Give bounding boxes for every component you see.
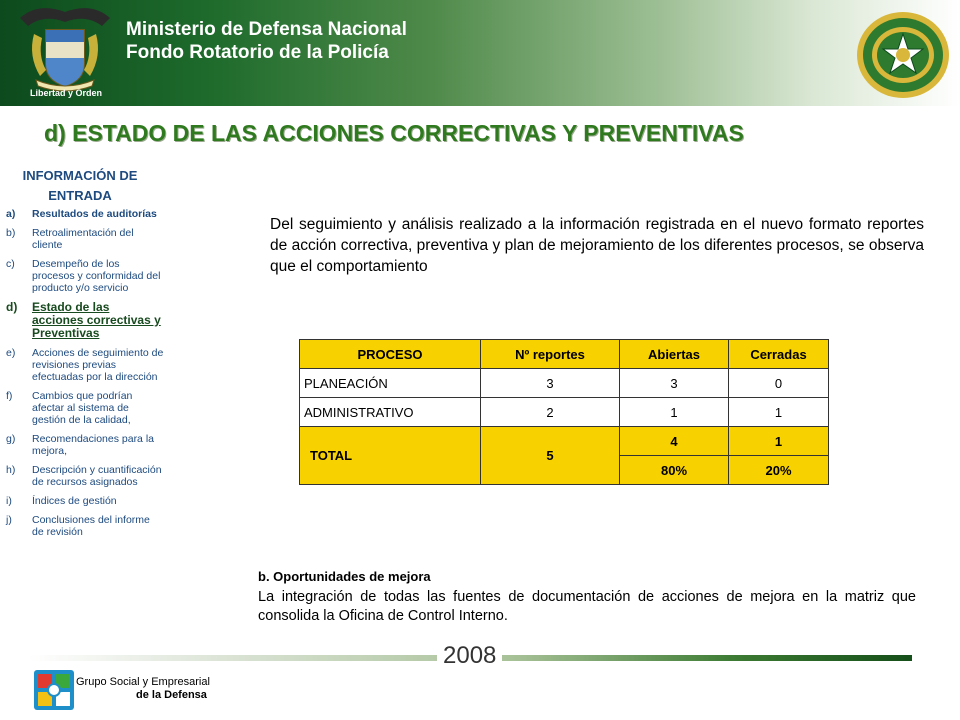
cell-process: PLANEACIÓN [300,369,481,398]
sidebar-item-i[interactable]: i) Índices de gestión [6,495,117,507]
sidebar-item-g[interactable]: g) Recomendaciones para la mejora, [6,433,154,457]
sidebar-item-e[interactable]: e) Acciones de seguimiento de revisiones previas efectuadas por la dirección [6,347,164,383]
col-header-abiertas: Abiertas [620,340,729,369]
sidebar-item-b[interactable]: b) Retroalimentación del cliente [6,227,134,251]
cell-closed: 0 [729,369,829,398]
total-reports: 5 [481,427,620,485]
ministry-name [126,18,407,64]
group-line-2: de la Defensa [136,689,207,701]
sidebar-list [6,208,164,545]
intro-paragraph: Del seguimiento y análisis realizado a la información registrada en el nuevo formato reportes de acción correctiva, preventiva y plan de mejoramiento de los diferentes procesos, se observa que el comportamiento [270,216,924,275]
group-line-1: Grupo Social y Empresarial [76,676,210,688]
cell-reports: 3 [481,369,620,398]
sidebar-item-j[interactable]: j) Conclusiones del informe de revisión [6,514,150,538]
open-percent: 80% [620,456,729,485]
group-logo-icon [34,670,74,710]
col-header-reportes: Nº reportes [481,340,620,369]
table-header-row [300,340,829,369]
cell-process: ADMINISTRATIVO [300,398,481,427]
total-closed: 1 [729,427,829,456]
cell-open: 3 [620,369,729,398]
police-seal-icon [855,10,951,100]
table-row [300,369,829,398]
table-row [300,398,829,427]
closed-percent: 20% [729,456,829,485]
cell-closed: 1 [729,398,829,427]
col-header-proceso: PROCESO [300,340,481,369]
col-header-cerradas: Cerradas [729,340,829,369]
sidebar-item-a[interactable]: a) Resultados de auditorías [6,208,157,220]
cell-open: 1 [620,398,729,427]
table-total-row [300,427,829,456]
motto-caption: Libertad y Orden [29,88,102,98]
total-label: TOTAL [300,427,481,485]
opportunities-text: La integración de todas las fuentes de documentación de acciones de mejora en la matriz que consolida la Oficina de Control Interno. [258,589,916,624]
actions-table [299,339,829,485]
opportunities-heading: b. Oportunidades de mejora [258,569,431,584]
page-title: d) ESTADO DE LAS ACCIONES CORRECTIVAS Y PREVENTIVAS [44,120,744,146]
group-logo-text [76,676,210,702]
sidebar-item-c[interactable]: c) Desempeño de los procesos y conformidad del producto y/o servicio [6,258,161,294]
header-banner [0,0,960,106]
sidebar-heading: INFORMACIÓN DE ENTRADA [22,168,138,203]
footer-year: 2008 [437,642,502,670]
ministry-line-2: Fondo Rotatorio de la Policía [126,42,389,63]
sidebar-item-h[interactable]: h) Descripción y cuantificación de recursos asignados [6,464,162,488]
total-open: 4 [620,427,729,456]
ministry-line-1: Ministerio de Defensa Nacional [126,19,407,40]
cell-reports: 2 [481,398,620,427]
sidebar-item-f[interactable]: f) Cambios que podrían afectar al sistema de gestión de la calidad, [6,390,133,426]
sidebar-item-d[interactable]: d) Estado de las acciones correctivas y Preventivas [6,300,161,340]
